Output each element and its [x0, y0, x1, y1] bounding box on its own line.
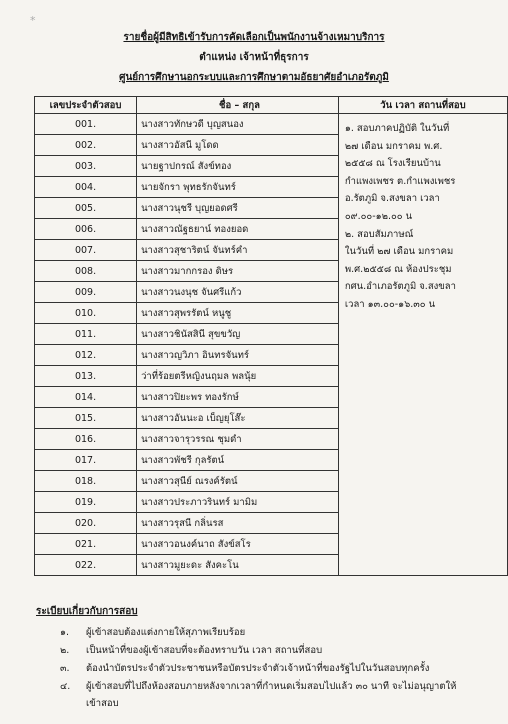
exam-id-cell: 019. — [35, 492, 137, 513]
candidate-name-cell: นางสาวพัชรี กุลรัตน์ — [137, 450, 339, 471]
exam-id-cell: 010. — [35, 303, 137, 324]
exam-id-cell: 002. — [35, 135, 137, 156]
schedule-line: พ.ศ.๒๕๕๘ ณ ห้องประชุม — [344, 263, 452, 275]
candidate-name-cell: นางสาวสุชาริตน์ จันทร์คำ — [137, 240, 339, 261]
header-name: ชื่อ – สกุล — [137, 97, 339, 114]
schedule-line: กำแพงเพชร ต.กำแพงเพชร — [344, 175, 456, 187]
candidate-name-cell: นางสาวประภาวรินทร์ มามิม — [137, 492, 339, 513]
rule-text: ผู้เข้าสอบต้องแต่งกายให้สุภาพเรียบร้อย — [86, 627, 246, 638]
candidate-name-cell: นางสาวอันนะอ เบ็ญยุโส๊ะ — [137, 408, 339, 429]
candidate-name-cell: นางสาวจารุวรรณ ชุมดำ — [137, 429, 339, 450]
schedule-line: ๐๙.๐๐-๑๒.๐๐ น — [344, 210, 413, 222]
exam-id-cell: 004. — [35, 177, 137, 198]
candidate-name-cell: นางสาวนงนุช จันศรีแก้ว — [137, 282, 339, 303]
schedule-line: อ.รัตภูมิ จ.สงขลา เวลา — [344, 193, 440, 205]
exam-id-cell: 018. — [35, 471, 137, 492]
exam-id-cell: 005. — [35, 198, 137, 219]
rule-item-2 — [60, 643, 322, 658]
candidate-name-cell: นางสาวสุนีย์ ณรงค์รัตน์ — [137, 471, 339, 492]
title-line-3: ศูนย์การศึกษานอกระบบและการศึกษาตามอัธยาศัยอำเภอรัตภูมิ — [119, 72, 389, 83]
exam-id-cell: 003. — [35, 156, 137, 177]
candidate-name-cell: นายจักรา พุทธรักจันทร์ — [137, 177, 339, 198]
candidate-name-cell: นายฐาปกรณ์ สังข์ทอง — [137, 156, 339, 177]
exam-id-cell: 017. — [35, 450, 137, 471]
candidate-name-cell: นางสาวปิยะพร ทองรักษ์ — [137, 387, 339, 408]
rule-item-3 — [60, 661, 429, 676]
title-line-1: รายชื่อผู้มีสิทธิเข้ารับการคัดเลือกเป็นพนักงานจ้างเหมาบริการ — [123, 32, 385, 43]
exam-id-cell: 011. — [35, 324, 137, 345]
exam-id-cell: 016. — [35, 429, 137, 450]
rule-item-4 — [60, 679, 456, 694]
table-header-row — [35, 97, 508, 114]
title-line-2: ตำแหน่ง เจ้าหน้าที่ธุรการ — [199, 52, 309, 63]
exam-id-cell: 021. — [35, 534, 137, 555]
exam-id-cell: 006. — [35, 219, 137, 240]
exam-schedule-cell — [338, 114, 507, 576]
candidate-name-cell: นางสาวณัฐธยาน์ ทองยอด — [137, 219, 339, 240]
rule-item-4-continued: เข้าสอบ — [86, 698, 119, 709]
candidate-name-cell: นางสาวสุพรรัตน์ หนูชู — [137, 303, 339, 324]
table-row — [35, 114, 508, 135]
candidate-name-cell: นางสาวรุสนี กลิ่นรส — [137, 513, 339, 534]
candidate-name-cell: นางสาวอนงค์นาถ สังข์สโร — [137, 534, 339, 555]
header-exam-id: เลขประจำตัวสอบ — [35, 97, 137, 114]
exam-id-cell: 014. — [35, 387, 137, 408]
candidate-name-cell: นางสาวมากกรอง ดิษร — [137, 261, 339, 282]
rule-text: ผู้เข้าสอบที่ไปถึงห้องสอบภายหลังจากเวลาที่กำหนดเริ่มสอบไปแล้ว ๓๐ นาที จะไม่อนุญาตให้ — [86, 681, 457, 692]
schedule-line: เวลา ๑๓.๐๐-๑๖.๓๐ น — [344, 298, 436, 310]
rule-number: ๒. — [60, 645, 70, 656]
exam-id-cell: 001. — [35, 114, 137, 135]
rules-title: ระเบียบเกี่ยวกับการสอบ — [36, 606, 138, 617]
exam-id-cell: 022. — [35, 555, 137, 576]
schedule-line: ๑. สอบภาคปฏิบัติ ในวันที่ — [344, 123, 450, 134]
candidate-name-cell: นางสาวมูยะดะ สังคะโน — [137, 555, 339, 576]
schedule-line: ๒. สอบสัมภาษณ์ — [344, 228, 414, 240]
candidate-table — [34, 96, 508, 576]
exam-id-cell: 012. — [35, 345, 137, 366]
rule-number: ๓. — [60, 663, 70, 674]
exam-id-cell: 015. — [35, 408, 137, 429]
schedule-line: ๒๗ เดือน มกราคม พ.ศ. — [344, 140, 443, 152]
candidate-name-cell: นางสาวอัสนี มูโดด — [137, 135, 339, 156]
rule-number: ๑. — [60, 627, 70, 638]
schedule-line: ในวันที่ ๒๗ เดือน มกราคม — [344, 246, 454, 258]
punch-hole-mark: * — [30, 14, 36, 27]
exam-id-cell: 008. — [35, 261, 137, 282]
exam-id-cell: 009. — [35, 282, 137, 303]
exam-id-cell: 020. — [35, 513, 137, 534]
rule-item-1 — [60, 625, 245, 640]
schedule-line: กศน.อำเภอรัตภูมิ จ.สงขลา — [344, 281, 456, 293]
rule-number: ๔. — [60, 681, 71, 692]
header-schedule: วัน เวลา สถานที่สอบ — [338, 97, 507, 114]
rule-text: เป็นหน้าที่ของผู้เข้าสอบที่จะต้องทราบวัน เวลา สถานที่สอบ — [86, 645, 323, 656]
candidate-name-cell: นางสาวชินัสสินี สุขขวัญ — [137, 324, 339, 345]
candidate-name-cell: ว่าที่ร้อยตรีหญิงนฤมล พลนุ้ย — [137, 366, 339, 387]
rule-text: ต้องนำบัตรประจำตัวประชาชนหรือบัตรประจำตัวเจ้าหน้าที่ของรัฐไปในวันสอบทุกครั้ง — [86, 663, 430, 674]
candidate-name-cell: นางสาวทักษวดี บุญสนอง — [137, 114, 339, 135]
candidate-name-cell: นางสาวนุชรี บุญยอดศรี — [137, 198, 339, 219]
exam-id-cell: 007. — [35, 240, 137, 261]
candidate-name-cell: นางสาวญวิภา อินทรจันทร์ — [137, 345, 339, 366]
exam-id-cell: 013. — [35, 366, 137, 387]
schedule-line: ๒๕๕๘ ณ โรงเรียนบ้าน — [344, 158, 441, 170]
